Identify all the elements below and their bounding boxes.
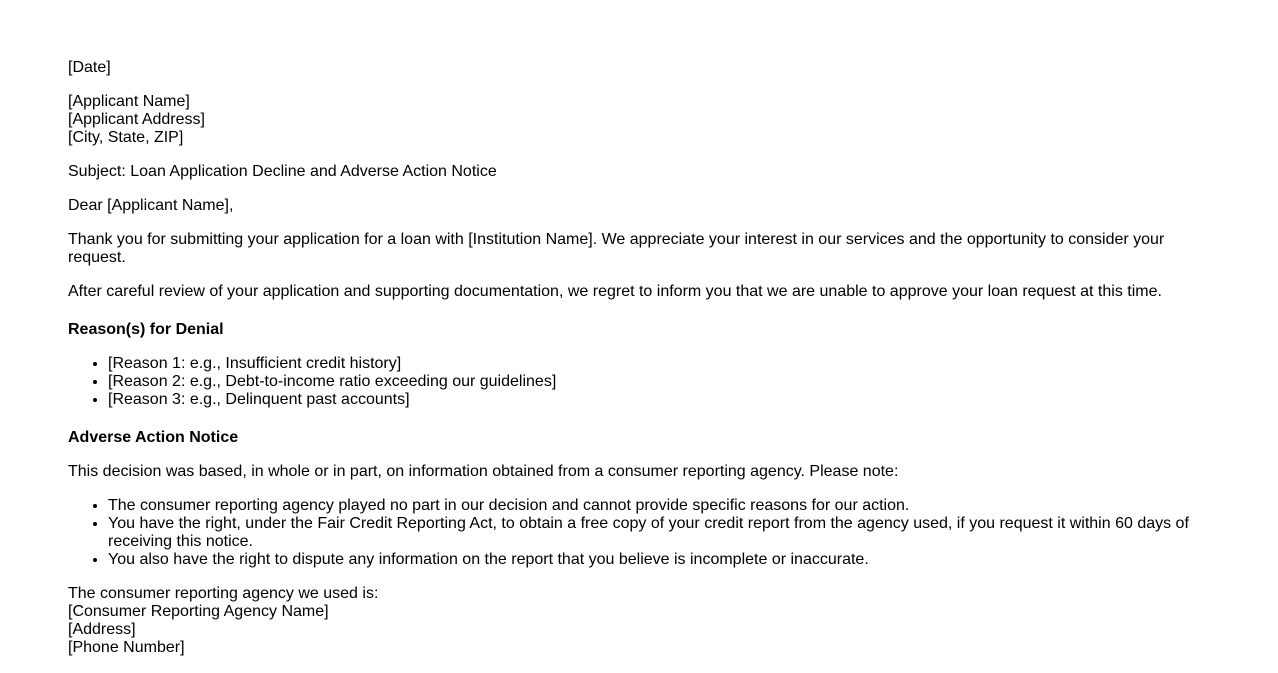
list-item: • [Reason 3: e.g., Delinquent past accounts] bbox=[108, 391, 1198, 409]
agency-block bbox=[68, 585, 1198, 657]
agency-intro-line: The consumer reporting agency we used is: bbox=[68, 585, 379, 602]
adverse-action-heading: Adverse Action Notice bbox=[68, 429, 239, 446]
letter-salutation: Dear [Applicant Name], bbox=[68, 197, 234, 214]
applicant-city-line: [City, State, ZIP] bbox=[68, 129, 184, 146]
list-item: • You also have the right to dispute any information on the report that you believe is incomplete or inaccurate. bbox=[108, 551, 1198, 569]
list-item: • [Reason 2: e.g., Debt-to-income ratio exceeding our guidelines] bbox=[108, 373, 1198, 391]
agency-phone-line: [Phone Number] bbox=[68, 639, 185, 656]
paragraph-thanks: Thank you for submitting your application for a loan with [Institution Name]. We appreciate your interest in our services and the opportunity to consider your request. bbox=[68, 231, 1165, 266]
list-item: • You have the right, under the Fair Credit Reporting Act, to obtain a free copy of your credit report from the agency used, if you request it within 60 days of receiving this notice. bbox=[108, 515, 1198, 551]
agency-name-line: [Consumer Reporting Agency Name] bbox=[68, 603, 329, 620]
applicant-address-line: [Applicant Address] bbox=[68, 111, 205, 128]
denial-reasons-list bbox=[68, 355, 1198, 409]
letter-date: [Date] bbox=[68, 59, 111, 76]
adverse-points-list bbox=[68, 497, 1198, 569]
paragraph-review: After careful review of your application and supporting documentation, we regret to inform you that we are unable to approve your loan request at this time. bbox=[68, 283, 1162, 300]
applicant-name-line: [Applicant Name] bbox=[68, 93, 190, 110]
denial-heading: Reason(s) for Denial bbox=[68, 321, 224, 338]
letter-document bbox=[68, 59, 1198, 673]
list-item: • [Reason 1: e.g., Insufficient credit history] bbox=[108, 355, 1198, 373]
agency-address-line: [Address] bbox=[68, 621, 136, 638]
adverse-intro: This decision was based, in whole or in part, on information obtained from a consumer reporting agency. Please note: bbox=[68, 463, 899, 480]
letter-subject: Subject: Loan Application Decline and Adverse Action Notice bbox=[68, 163, 497, 180]
applicant-address-block bbox=[68, 93, 1198, 147]
list-item: • The consumer reporting agency played no part in our decision and cannot provide specific reasons for our action. bbox=[108, 497, 1198, 515]
